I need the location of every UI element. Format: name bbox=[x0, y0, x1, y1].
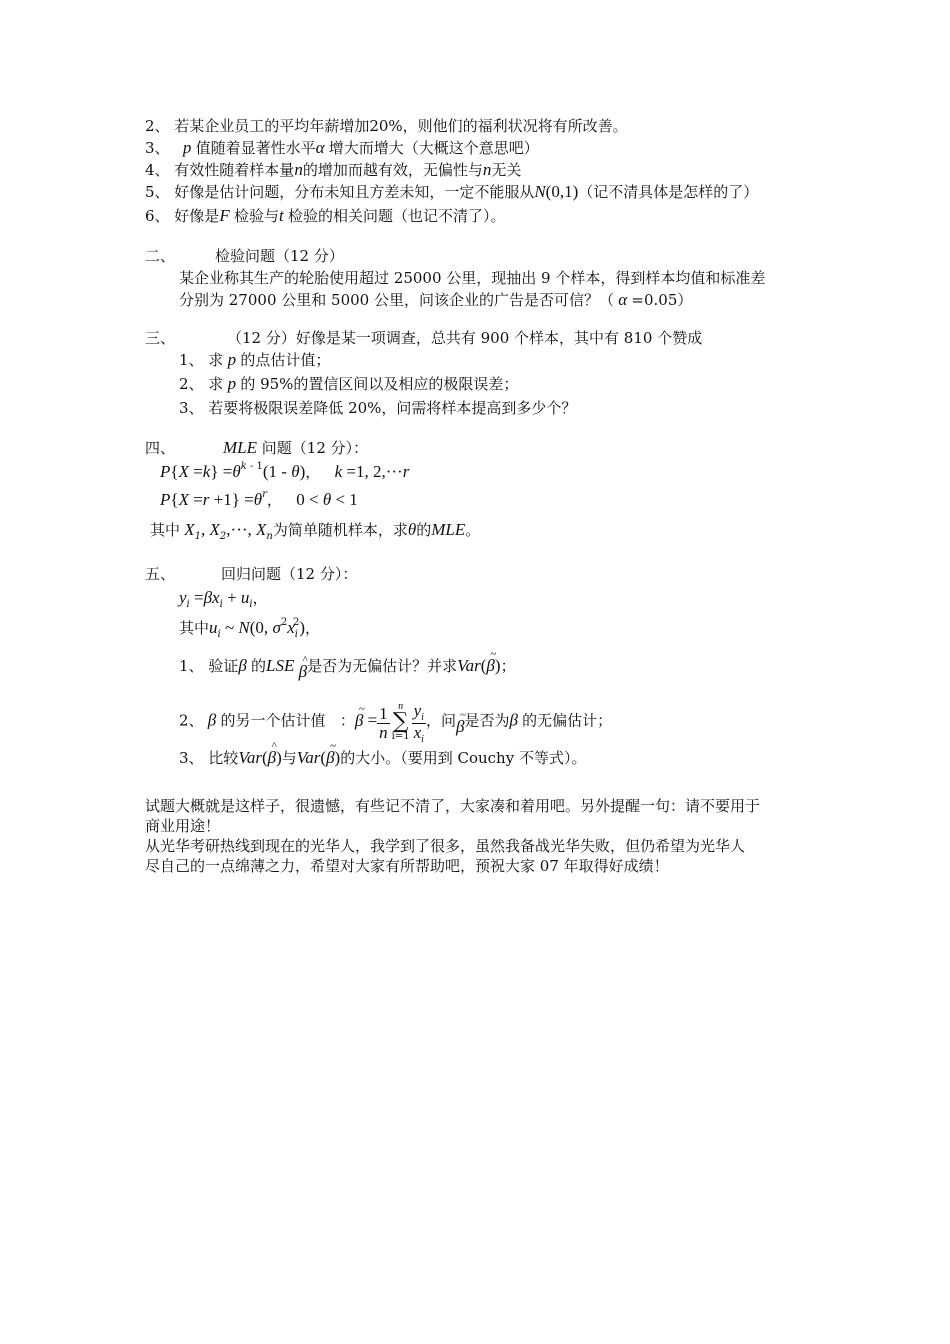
section-2-heading: 二、 检验问题（12 分） bbox=[145, 247, 344, 265]
item-4: 4、 有效性随着样本量n的增加而越有效，无偏性与n无关 bbox=[145, 160, 522, 179]
item-5: 5、 好像是估计问题，分布未知且方差未知，一定不能服从N(0,1)（记不清具体是怎样的了） bbox=[145, 182, 759, 201]
section-3-q1: 1、 求 p 的点估计值； bbox=[179, 350, 331, 369]
section-4-text: 其中 $X_1$, $X_2,\cdot\cdot\cdot$, $X_n$为简单随机样本，求θ的MLE。 bbox=[150, 520, 481, 542]
section-5-q1: 1、 验证β 的LSE ^ β是否为无偏估计？并求Var( ~ β)； bbox=[179, 648, 516, 681]
section-2-text-2: 分别为 27000 公里和 5000 公里，问该企业的广告是否可信？（ α =0.05） bbox=[179, 290, 693, 309]
pmf-equation-2: $P\{X =r +1\} =\theta^r$， 0 < θ < 1 bbox=[160, 489, 358, 509]
closing-line-3: 从光华考研热线到现在的光华人，我学到了很多，虽然我备战光华失败，但仍希望为光华人 bbox=[145, 837, 746, 855]
item-2: 2、 若某企业员工的平均年薪增加20%，则他们的福利状况将有所改善。 bbox=[145, 117, 628, 135]
error-distribution: 其中$u_i$ ~ N(0, $\sigma^2x_i^2$)， bbox=[179, 617, 321, 640]
closing-line-4: 尽自己的一点绵薄之力，希望对大家有所帮助吧，预祝大家 07 年取得好成绩！ bbox=[145, 857, 669, 875]
section-3-heading: 三、 （12 分）好像是某一项调查，总共有 900 个样本，其中有 810 个赞成 bbox=[145, 329, 703, 347]
pmf-equation-1: $P\{X =k\} =\theta^{k - 1}(1 - \theta)$， k =1, 2,···r bbox=[160, 461, 410, 481]
regression-model: $y_i =\beta x_i + u_i$， bbox=[179, 588, 268, 610]
item-6: 6、 好像是F 检验与t 检验的相关问题（也记不清了）。 bbox=[145, 206, 506, 225]
section-5-q2: 2、 β 的另一个估计值 ： ~ β = $\frac{1}{n}$ n ∑ i=1 $\frac{y_i}{x_i}$ ，问 ~ β是否为β 的无偏估计； bbox=[179, 700, 613, 745]
section-4-heading: 四、 MLE 问题（12 分）： bbox=[145, 438, 369, 457]
section-3-q2: 2、 求 p 的 95%的置信区间以及相应的极限误差； bbox=[179, 374, 519, 393]
item-3: 3、 p 值随着显著性水平α 增大而增大（大概这个意思吧） bbox=[145, 138, 539, 157]
section-5-heading: 五、 回归问题（12 分）： bbox=[145, 565, 358, 583]
closing-line-1: 试题大概就是这样子，很遗憾，有些记不清了，大家凑和着用吧。另外提醒一句：请不要用于 bbox=[145, 797, 761, 815]
section-2-text-1: 某企业称其生产的轮胎使用超过 25000 公里，现抽出 9 个样本，得到样本均值和标准差 bbox=[179, 269, 766, 287]
section-3-q3: 3、 若要将极限误差降低 20%，问需将样本提高到多少个？ bbox=[179, 399, 577, 417]
section-5-q3: 3、 比较Var( ^ β)与Var( ~ β)的大小。（要用到 Couchy 不等式）。 bbox=[179, 740, 587, 767]
closing-line-2: 商业用途！ bbox=[145, 817, 221, 835]
